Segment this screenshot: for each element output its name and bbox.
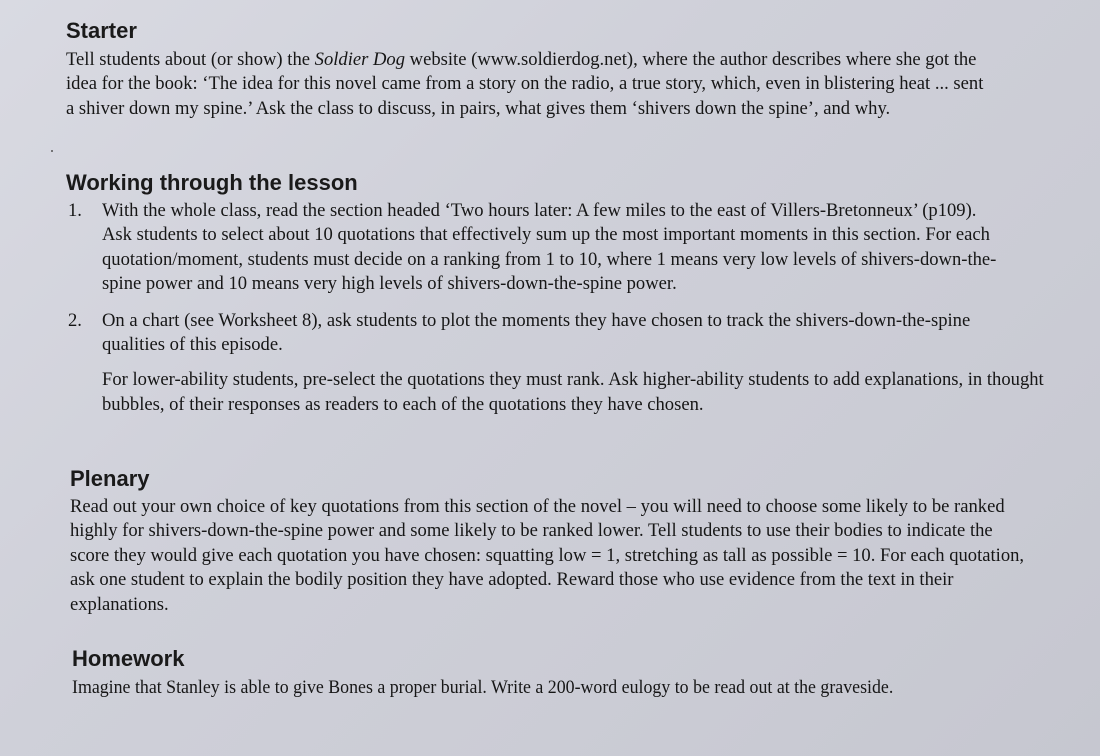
plenary-heading: Plenary — [70, 466, 150, 491]
starter-section — [66, 18, 986, 121]
step-number: 1. — [68, 200, 82, 221]
paper-speck — [51, 150, 53, 152]
homework-section — [72, 646, 1022, 700]
step-text: On a chart (see Worksheet 8), ask students to plot the moments they have chosen to track the shivers-down-the-spine qualities of this episode. — [102, 309, 971, 356]
starter-text-before-title: Tell students about (or show) the — [66, 49, 315, 70]
homework-heading: Homework — [72, 646, 185, 671]
step-followup-text: For lower-ability students, pre-select the quotations they must rank. Ask higher-ability students to add explanations, in thought bubbles, of their responses as readers to each of the quotations they have chosen. — [102, 369, 1044, 415]
lesson-step-2 — [66, 309, 1062, 418]
working-through-lesson-section — [66, 170, 1062, 417]
lesson-steps-list — [66, 199, 1062, 417]
step-number: 2. — [68, 309, 82, 331]
plenary-paragraph: Read out your own choice of key quotations from this section of the novel – you will need to choose some likely to be ranked highly for shivers-down-the-spine power and some likely to be ranked lower. Tell students to use their bodies to indicate the score they would give each quotation you have chosen: squatting low = 1, stretching as tall as possible = 10. For each quotation, ask one student to explain the bodily position they have adopted. Reward those who use evidence from the text in their explanations. — [70, 496, 1025, 615]
starter-text-after-title: website (www.soldierdog.net), where the author describes where she got the idea for the book: ‘The idea for this novel came from a story on the radio, a true story, which, even in blistering heat ... sent a shiver down my spine.’ Ask the class to discuss, in pairs, what gives them ‘shivers down the spine’, and why. — [66, 49, 984, 119]
starter-paragraph — [66, 48, 986, 121]
plenary-section — [70, 466, 1030, 617]
starter-heading: Starter — [66, 18, 137, 43]
homework-paragraph: Imagine that Stanley is able to give Bones a proper burial. Write a 200-word eulogy to be read out at the graveside. — [72, 677, 894, 698]
book-title: Soldier Dog — [314, 49, 406, 70]
step-text: With the whole class, read the section headed ‘Two hours later: A few miles to the east of Villers-Bretonneux’ (p109). Ask students to select about 10 quotations that effectively sum up the most important moments in this section. For each quotation/moment, students must decide on a ranking from 1 to 10, where 1 means very low levels of shivers-down-the-spine power and 10 means very high levels of shivers-down-the-spine power. — [102, 200, 997, 295]
lesson-step-1 — [66, 199, 1007, 297]
working-heading: Working through the lesson — [66, 170, 358, 195]
